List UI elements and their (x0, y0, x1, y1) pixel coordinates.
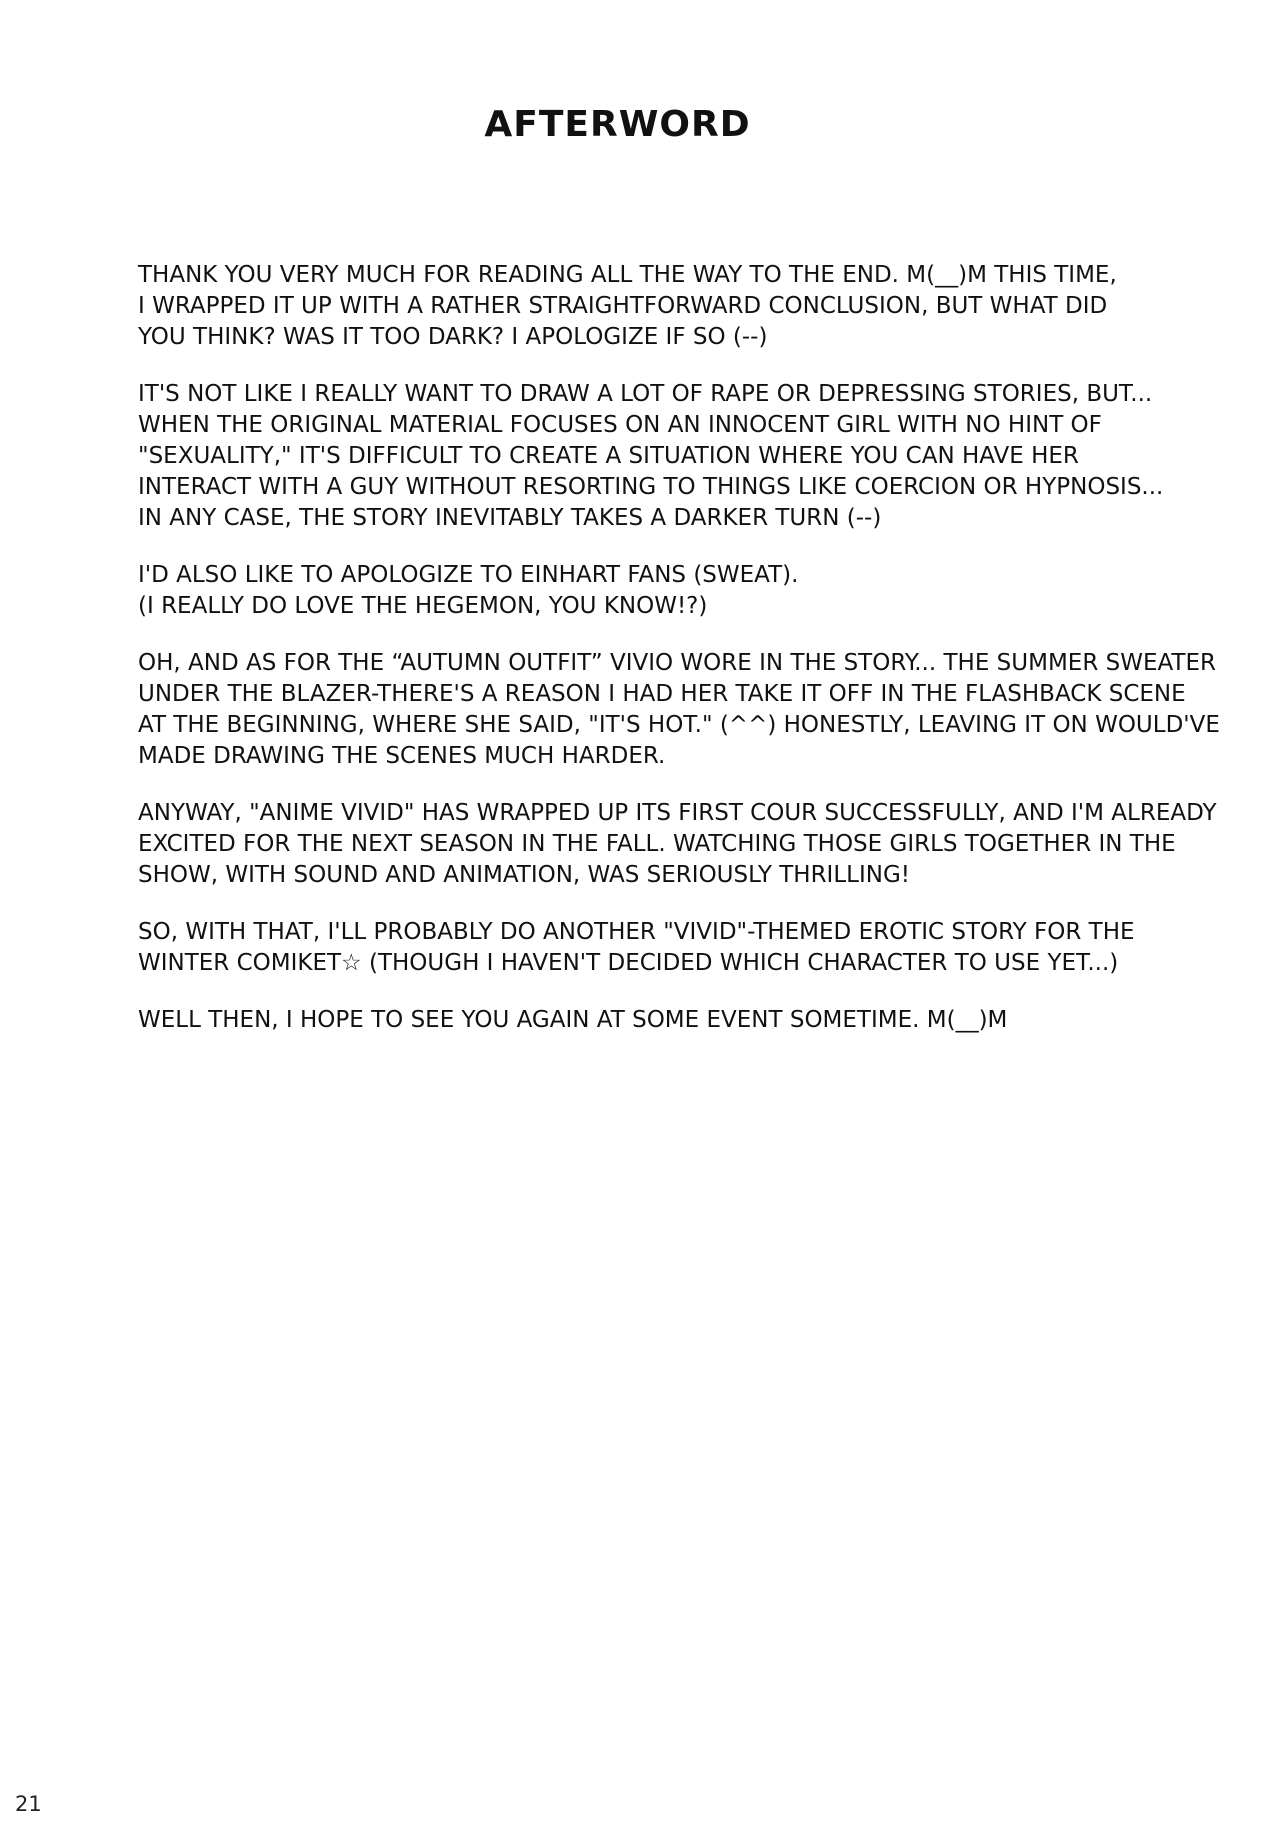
page-number: 21 (15, 1792, 42, 1816)
paragraph-4 (138, 648, 1220, 772)
text-line: MADE DRAWING THE SCENES MUCH HARDER. (138, 743, 666, 769)
paragraph-7 (138, 1005, 1198, 1036)
text-line: AT THE BEGINNING, WHERE SHE SAID, "IT'S HOT." (^^) HONESTLY, LEAVING IT ON WOULD'VE (138, 712, 1220, 738)
paragraph-3 (138, 560, 1198, 622)
text-line: I WRAPPED IT UP WITH A RATHER STRAIGHTFORWARD CONCLUSION, BUT WHAT DID (138, 293, 1108, 319)
paragraph-6 (138, 917, 1198, 979)
text-line: SHOW, WITH SOUND AND ANIMATION, WAS SERIOUSLY THRILLING! (138, 862, 910, 888)
text-line: (I REALLY DO LOVE THE HEGEMON, YOU KNOW!?) (138, 593, 708, 619)
text-line: OH, AND AS FOR THE “AUTUMN OUTFIT” VIVIO WORE IN THE STORY... THE SUMMER SWEATER (138, 650, 1216, 676)
text-line: YOU THINK? WAS IT TOO DARK? I APOLOGIZE IF SO (--) (138, 324, 768, 350)
page-title: AFTERWORD (484, 104, 751, 145)
text-line: IT'S NOT LIKE I REALLY WANT TO DRAW A LOT OF RAPE OR DEPRESSING STORIES, BUT... (138, 381, 1153, 407)
paragraph-5 (138, 798, 1217, 891)
text-line: WHEN THE ORIGINAL MATERIAL FOCUSES ON AN INNOCENT GIRL WITH NO HINT OF (138, 412, 1102, 438)
text-line: EXCITED FOR THE NEXT SEASON IN THE FALL. WATCHING THOSE GIRLS TOGETHER IN THE (138, 831, 1176, 857)
text-line: I'D ALSO LIKE TO APOLOGIZE TO EINHART FANS (SWEAT). (138, 562, 799, 588)
text-line: SO, WITH THAT, I'LL PROBABLY DO ANOTHER "VIVID"-THEMED EROTIC STORY FOR THE (138, 919, 1135, 945)
text-line: WELL THEN, I HOPE TO SEE YOU AGAIN AT SOME EVENT SOMETIME. M(__)M (138, 1007, 1008, 1033)
text-line: UNDER THE BLAZER-THERE'S A REASON I HAD HER TAKE IT OFF IN THE FLASHBACK SCENE (138, 681, 1186, 707)
text-line: THANK YOU VERY MUCH FOR READING ALL THE WAY TO THE END. M(__)M THIS TIME, (138, 262, 1117, 288)
afterword-body (138, 260, 1220, 1062)
paragraph-1 (138, 260, 1198, 353)
text-line: INTERACT WITH A GUY WITHOUT RESORTING TO THINGS LIKE COERCION OR HYPNOSIS... (138, 474, 1164, 500)
paragraph-2 (138, 379, 1198, 534)
text-line: ANYWAY, "ANIME VIVID" HAS WRAPPED UP ITS FIRST COUR SUCCESSFULLY, AND I'M ALREADY (138, 800, 1217, 826)
text-line: IN ANY CASE, THE STORY INEVITABLY TAKES A DARKER TURN (--) (138, 505, 882, 531)
text-line: WINTER COMIKET☆ (THOUGH I HAVEN'T DECIDED WHICH CHARACTER TO USE YET...) (138, 950, 1119, 976)
text-line: "SEXUALITY," IT'S DIFFICULT TO CREATE A SITUATION WHERE YOU CAN HAVE HER (138, 443, 1079, 469)
